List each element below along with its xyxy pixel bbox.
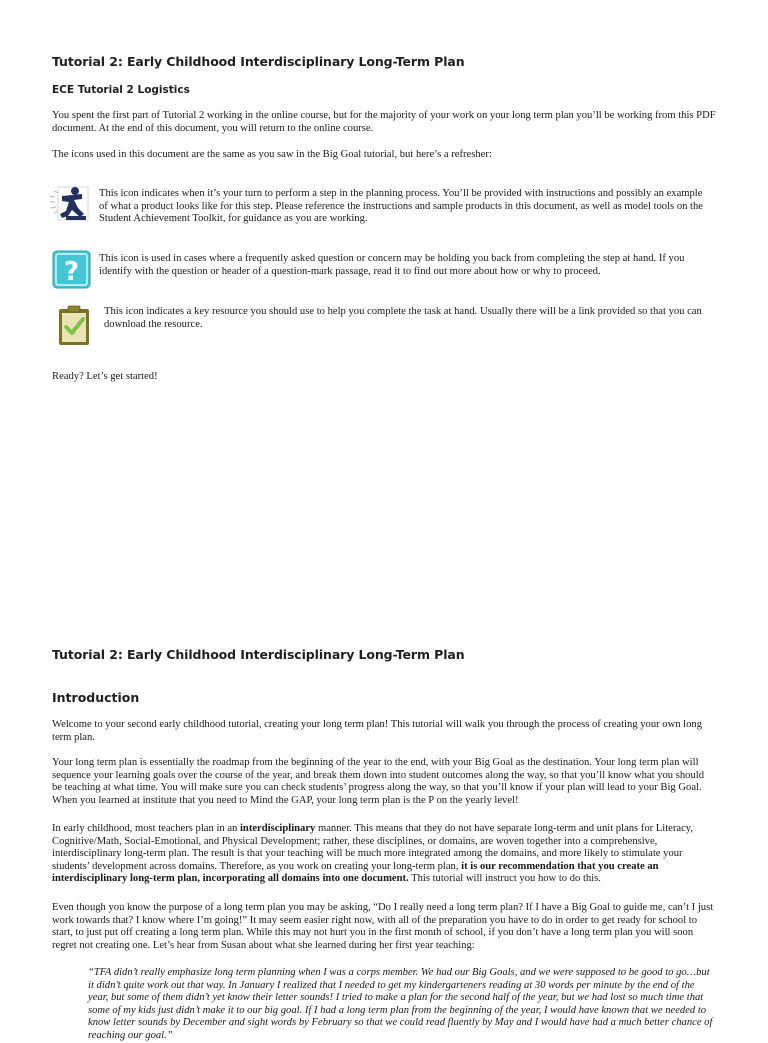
page-title: Tutorial 2: Early Childhood Interdisciplinary Long-Term Plan (52, 647, 465, 662)
page-title: Tutorial 2: Early Childhood Interdisciplinary Long-Term Plan (52, 54, 465, 69)
text-run: manner. This means that they do not have separate long-term and unit plans for Literacy, Cognitive/Math, Social-Emotional, and Physical Development; rather, these disciplines, or domains, are woven together into a comprehensive, interdisciplinary long-term plan. The result is that your teaching will be much more integrated among the domains, and more likely to stimulate your students’ development across domains. Therefore, as you work on creating your long-term plan, (52, 823, 694, 872)
text-run: This tutorial will instruct you how to do this. (408, 873, 601, 885)
paragraph: The icons used in this document are the same as you saw in the Big Goal tutorial, but here’s a refresher: (52, 149, 492, 160)
text-run: In early childhood, most teachers plan in an (52, 823, 240, 834)
icon-description: This icon indicates when it’s your turn to perform a step in the planning process. You’ll be provided with instructions and possibly an example of what a product looks like for this step. Please reference the instructions and sample products in this document, as well as model tools on the Student Achievement Toolkit, for guidance as you are working. (99, 188, 703, 225)
bold-text: interdisciplinary (239, 823, 316, 834)
icon-description: This icon is used in cases where a frequently asked question or concern may be holding you back from completing the step at hand. If you identify with the question or header of a question-mark passage, read it to find out more about how or why to proceed. (99, 253, 685, 277)
quote-block: “TFA didn’t really emphasize long term planning when I was a corps member. We had our Big Goals, and we were supposed to be good to go…but it didn’t quite work out that way. In January I realized that I needed to get my kindergarteners reading at 30 words per minute by the end of the year, but some of them didn’t yet know their letter sounds! I tried to make a plan for the second half of the year, but we had lost so much time that some of my kids just didn’t make it to our big goal. If I had a long term plan from the beginning of the year, I would have known that we needed to know letter sounds by December and sight words by February so that we could read fluently by May and I would have had a much better chance of reaching our goal.” (88, 967, 713, 1041)
paragraph: Welcome to your second early childhood tutorial, creating your long term plan! This tutorial will walk you through the process of creating your own long term plan. (52, 719, 703, 743)
paragraph (52, 823, 716, 886)
icon-description: This icon indicates a key resource you should use to help you complete the task at hand. Usually there will be a link provided so that you can download the resource. (104, 306, 702, 330)
paragraph: Your long term plan is essentially the roadmap from the beginning of the year to the end, with your Big Goal as the destination. Your long term plan will sequence your learning goals over the course of the year, and break them down into student outcomes along the way, so that you’ll know what you should be teaching at what time. You will make sure you can check students’ progress along the way, so that you’ll know if your plan will lead to your Big Goal. When you learned at institute that you need to Mind the GAP, your long term plan is the P on the yearly level! (52, 757, 705, 806)
runner-icon (48, 182, 92, 224)
introduction-heading: Introduction (52, 690, 140, 705)
bold-text: it is our recommendation that you create an interdisciplinary long-term plan, incorporating all domains into one document. (52, 860, 659, 885)
logistics-heading: ECE Tutorial 2 Logistics (52, 84, 190, 96)
paragraph: You spent the first part of Tutorial 2 working in the online course, but for the majority of your work on your long term plan you’ll be working from this PDF document. At the end of this document, you will return to the online course. (52, 110, 716, 134)
svg-text:?: ? (63, 257, 80, 287)
ready-text: Ready? Let’s get started! (52, 371, 158, 382)
paragraph: Even though you know the purpose of a long term plan you may be asking, “Do I really need a long term plan? If I have a Big Goal to guide me, can’t I just work towards that? I know where I’m going!” It may seem easier right now, with all of the preparation you have to do in order to get ready for school to start, to just put off creating a long term plan. While this may not hurt you in the first month of school, if you don’t have a long term plan you will soon regret not creating one. Let’s hear from Susan about what she learned during her first year teaching: (52, 902, 714, 951)
clipboard-check-icon (57, 304, 91, 346)
question-mark-icon (52, 250, 91, 289)
